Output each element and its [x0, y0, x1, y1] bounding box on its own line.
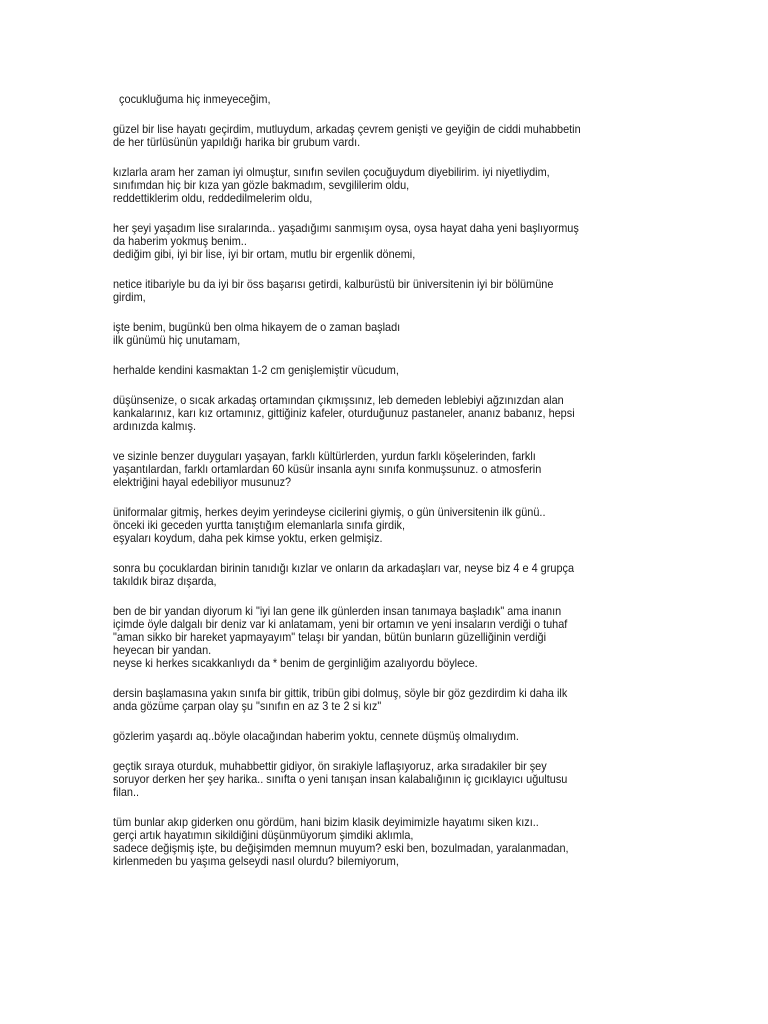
- text-line: ben de bir yandan diyorum ki "iyi lan gene ilk günlerden insan tanımaya başladık" ama inanın: [113, 605, 562, 618]
- paragraph: [113, 605, 625, 670]
- text-line: dediğim gibi, iyi bir lise, iyi bir ortam, mutlu bir ergenlik dönemi,: [113, 248, 416, 261]
- paragraph: [113, 450, 625, 489]
- paragraph: [113, 222, 625, 261]
- paragraph: [113, 506, 625, 545]
- text-line: yaşantılardan, farklı ortamlardan 60 küsür insanla aynı sınıfa konmuşsunuz. o atmosferin: [113, 463, 542, 476]
- paragraph: [113, 166, 625, 205]
- text-line: netice itibariyle bu da iyi bir öss başarısı getirdi, kalburüstü bir üniversitenin iyi bir bölümüne: [113, 278, 554, 291]
- text-line: ve sizinle benzer duyguları yaşayan, farklı kültürlerden, yurdun farklı köşelerinden, farklı: [113, 450, 536, 463]
- text-line: güzel bir lise hayatı geçirdim, mutluydum, arkadaş çevrem genişti ve geyiğin de ciddi muhabbetin: [113, 123, 581, 136]
- text-line: çocukluğuma hiç inmeyeceğim,: [113, 93, 271, 106]
- text-line: soruyor derken her şey harika.. sınıfta o yeni tanışan insan kalabalığının iç gıcıklayıcı uğultusu: [113, 773, 568, 786]
- text-line: heyecan bir yandan.: [113, 644, 212, 657]
- text-line: ilk günümü hiç unutamam,: [113, 334, 241, 347]
- text-line: her şeyi yaşadım lise sıralarında.. yaşadığımı sanmışım oysa, oysa hayat daha yeni başlıyormuş: [113, 222, 579, 235]
- text-line: eşyaları koydum, daha pek kimse yoktu, erken gelmişiz.: [113, 532, 383, 545]
- text-line: "aman sikko bir hareket yapmayayım" telaşı bir yandan, bütün bunların güzelliğinin verdiği: [113, 631, 547, 644]
- text-line: gözlerim yaşardı aq..böyle olacağından haberim yoktu, cennete düşmüş olmalıydım.: [113, 730, 519, 743]
- paragraph: [113, 687, 625, 713]
- text-line: önceki iki geceden yurtta tanıştığım elemanlarla sınıfa girdik,: [113, 519, 405, 532]
- text-line: dersin başlamasına yakın sınıfa bir gittik, tribün gibi dolmuş, söyle bir göz gezdirdim ki daha ilk: [113, 687, 568, 700]
- text-line: geçtik sıraya oturduk, muhabbettir gidiyor, ön sırakiyle laflaşıyoruz, arka sıradakiler bir şey: [113, 760, 547, 773]
- paragraph: [113, 760, 625, 799]
- text-line: girdim,: [113, 291, 146, 304]
- text-line: sadece değişmiş işte, bu değişimden memnun muyum? eski ben, bozulmadan, yaralanmadan,: [113, 842, 569, 855]
- paragraph: [113, 278, 625, 304]
- text-line: de her türlüsünün yapıldığı harika bir grubum vardı.: [113, 136, 361, 149]
- text-line: neyse ki herkes sıcakkanlıydı da * benim de gerginliğim azalıyordu böylece.: [113, 657, 478, 670]
- paragraph: [113, 394, 625, 433]
- text-line: gerçi artık hayatımın sikildiğini düşünmüyorum şimdiki aklımla,: [113, 829, 414, 842]
- text-line: kirlenmeden bu yaşıma gelseydi nasıl olurdu? bilemiyorum,: [113, 855, 399, 868]
- text-line: elektriğini hayal edebiliyor musunuz?: [113, 476, 292, 489]
- text-line: ardınızda kalmış.: [113, 420, 196, 433]
- text-line: anda gözüme çarpan olay şu "sınıfın en az 3 te 2 si kız": [113, 700, 382, 713]
- paragraph: [113, 816, 625, 868]
- paragraph: [113, 562, 625, 588]
- text-line: filan..: [113, 786, 140, 799]
- text-line: kankalarınız, karı kız ortamınız, gittiğiniz kafeler, oturduğunuz pastaneler, ananız babanız, hepsi: [113, 407, 575, 420]
- text-line: takıldık biraz dışarda,: [113, 575, 217, 588]
- text-line: sınıfımdan hiç bir kıza yan gözle bakmadım, sevgililerim oldu,: [113, 179, 410, 192]
- text-line: işte benim, bugünkü ben olma hikayem de o zaman başladı: [113, 321, 401, 334]
- text-line: düşünsenize, o sıcak arkadaş ortamından çıkmışsınız, leb demeden leblebiyi ağzınızdan alan: [113, 394, 564, 407]
- text-line: üniformalar gitmiş, herkes deyim yerindeyse cicilerini giymiş, o gün üniversitenin ilk günü..: [113, 506, 546, 519]
- document-page: [113, 93, 625, 885]
- text-line: tüm bunlar akıp giderken onu gördüm, hani bizim klasik deyimimizle hayatımı siken kızı..: [113, 816, 539, 829]
- paragraph: [113, 93, 625, 106]
- paragraph: [113, 321, 625, 347]
- text-line: reddettiklerim oldu, reddedilmelerim oldu,: [113, 192, 313, 205]
- paragraph: [113, 123, 625, 149]
- paragraph: [113, 730, 625, 743]
- text-line: sonra bu çocuklardan birinin tanıdığı kızlar ve onların da arkadaşları var, neyse biz 4 e 4 grupça: [113, 562, 575, 575]
- text-line: da haberim yokmuş benim..: [113, 235, 247, 248]
- text-line: herhalde kendini kasmaktan 1-2 cm genişlemiştir vücudum,: [113, 364, 399, 377]
- paragraph: [113, 364, 625, 377]
- text-line: içimde öyle dalgalı bir deniz var ki anlatamam, yeni bir ortamın ve yeni insaların verdiği o tuhaf: [113, 618, 568, 631]
- text-line: kızlarla aram her zaman iyi olmuştur, sınıfın sevilen çocuğuydum diyebilirim. iyi niyetliydim,: [113, 166, 550, 179]
